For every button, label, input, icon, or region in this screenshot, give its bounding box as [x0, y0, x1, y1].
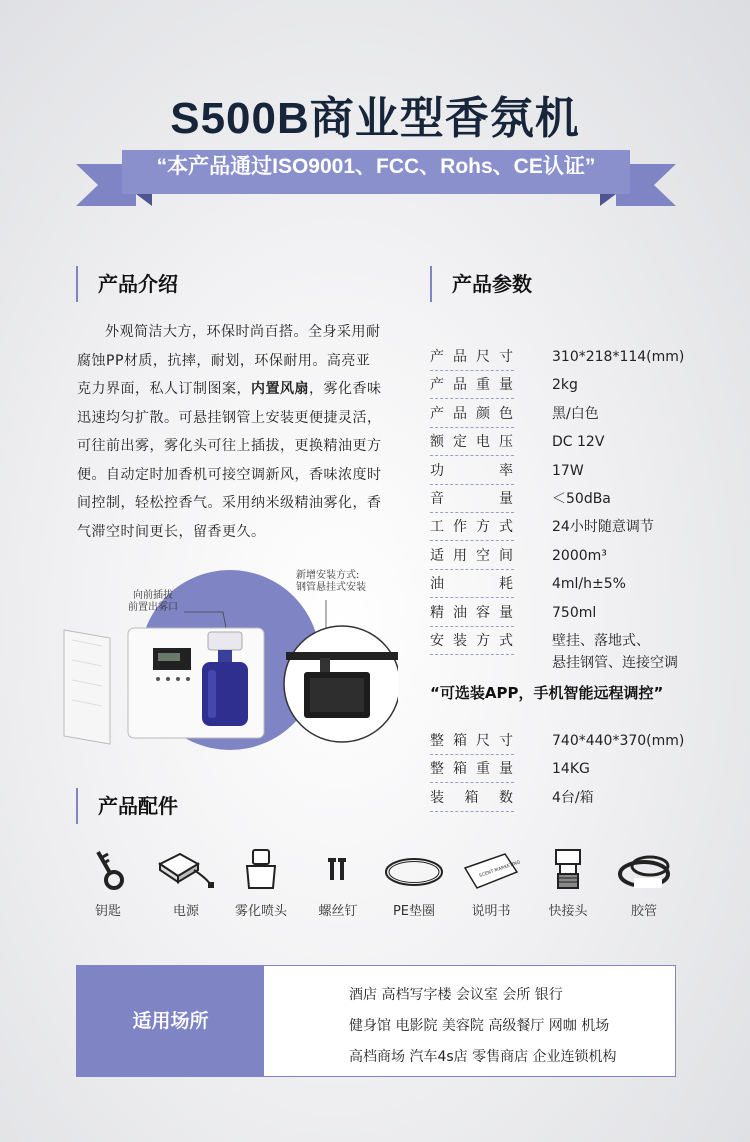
param-value: 黑/白色	[552, 405, 599, 422]
param-value-line1: 壁挂、落地式、	[552, 632, 650, 649]
hose-icon	[614, 848, 674, 892]
accessory-item	[528, 848, 608, 919]
param-key: 精油容量	[430, 600, 514, 627]
accessory-item	[374, 848, 454, 919]
accessory-item	[451, 848, 531, 919]
param-key: 整箱重量	[430, 756, 514, 783]
callout-hang-desc: 钢管悬挂式安装	[296, 582, 366, 593]
accessory-label: 钥匙	[94, 904, 121, 919]
param-key: 工作方式	[430, 514, 514, 541]
param-key: 适用空间	[430, 543, 514, 570]
venue-line: 健身馆 电影院 美容院 高级餐厅 网咖 机场	[349, 1018, 610, 1034]
accessory-item	[146, 848, 226, 919]
param-row	[430, 486, 710, 514]
power-adapter-icon	[154, 848, 218, 892]
param-row	[430, 372, 710, 400]
param-value: 2000m³	[552, 547, 607, 564]
param-value: 2kg	[552, 377, 578, 394]
param-key: 安装方式	[430, 628, 514, 655]
accessory-label: 雾化喷头	[234, 904, 287, 919]
param-value: 750ml	[552, 604, 597, 621]
param-value: DC 12V	[552, 434, 605, 451]
param-row	[430, 401, 710, 429]
accessory-label: 电源	[172, 904, 199, 919]
key-icon	[83, 848, 133, 892]
param-row	[430, 344, 710, 372]
intro-highlight: 内置风扇	[251, 381, 309, 397]
section-accessories-heading: 产品配件	[76, 788, 178, 824]
params-table	[430, 344, 710, 676]
product-figure	[58, 560, 398, 770]
param-value: 4台/箱	[552, 789, 594, 806]
param-key: 整箱尺寸	[430, 728, 514, 755]
manual-icon	[461, 848, 521, 892]
certification-ribbon	[76, 140, 676, 212]
param-row	[430, 756, 710, 784]
packing-table	[430, 728, 710, 813]
accessory-label: 快接头	[548, 904, 588, 919]
manual-card-text: SCENT MARKETING	[478, 860, 521, 879]
screw-icon	[318, 848, 358, 892]
accessory-item	[68, 848, 148, 919]
param-key: 音量	[430, 486, 514, 513]
venue-list	[349, 980, 617, 1073]
accessory-label: PE垫圈	[392, 904, 436, 919]
param-key: 产品重量	[430, 372, 514, 399]
venue-box	[76, 965, 676, 1077]
intro-paragraph	[77, 318, 382, 546]
accessory-item	[221, 848, 301, 919]
accessory-item	[604, 848, 684, 919]
param-value: 310*218*114(mm)	[552, 349, 685, 365]
section-intro-heading: 产品介绍	[76, 266, 178, 302]
param-row	[430, 458, 710, 486]
quick-connector-icon	[548, 848, 588, 892]
param-key: 产品颜色	[430, 401, 514, 428]
section-params-heading: 产品参数	[430, 266, 532, 302]
param-row	[430, 514, 710, 542]
venue-line: 酒店 高档写字楼 会议室 会所 银行	[349, 987, 563, 1003]
param-row	[430, 600, 710, 628]
param-key: 油耗	[430, 571, 514, 598]
nozzle-icon	[241, 848, 281, 892]
param-row	[430, 571, 710, 599]
param-value: ＜50dBa	[552, 490, 611, 507]
accessory-label: 螺丝钉	[318, 904, 358, 919]
param-key: 功率	[430, 458, 514, 485]
param-row	[430, 728, 710, 756]
intro-text-2: ，雾化香味迅速均匀扩散。可悬挂钢管上安装更便捷灵活，可往前出雾，雾化头可往上插拔，更换精油更方便。自动定时加香机可接空调新风，香味浓度时间控制，轻松控香气。采用纳米级精油雾化，香气滞空时间更长，留香更久。	[77, 381, 382, 540]
certification-text: “本产品通过ISO9001、FCC、Rohs、CE认证”	[156, 155, 596, 178]
param-key: 装箱数	[430, 785, 514, 812]
param-row	[430, 628, 710, 676]
accessories-row	[76, 848, 696, 938]
param-row	[430, 429, 710, 457]
app-option-note: “可选装APP，手机智能远程调控”	[430, 684, 664, 702]
param-value	[552, 628, 678, 674]
param-value: 24小时随意调节	[552, 519, 654, 536]
page-title: S500B商业型香氛机	[170, 94, 580, 143]
accessory-label: 胶管	[630, 904, 657, 919]
venue-label: 适用场所	[77, 966, 264, 1076]
param-value: 4ml/h±5%	[552, 576, 626, 593]
param-row	[430, 785, 710, 813]
param-value-line2: 悬挂钢管、连接空调	[552, 654, 678, 671]
param-row	[430, 543, 710, 571]
gasket-icon	[382, 848, 446, 892]
callout-front-outlet: 向前插拔 前置出雾口	[128, 590, 178, 613]
param-key: 额定电压	[430, 429, 514, 456]
callout-hang-title: 新增安装方式:	[296, 570, 360, 581]
accessory-label: 说明书	[471, 904, 511, 919]
param-value: 17W	[552, 462, 584, 479]
param-value: 740*440*370(mm)	[552, 733, 685, 749]
accessory-item	[298, 848, 378, 919]
venue-line: 高档商场 汽车4s店 零售商店 企业连锁机构	[349, 1049, 617, 1065]
param-key: 产品尺寸	[430, 344, 514, 371]
param-value: 14KG	[552, 761, 590, 778]
intro-text-1: 外观简洁大方，环保时尚百搭。全身采用耐腐蚀PP材质，抗摔，耐划，环保耐用。高亮亚克力界面，私人订制图案，	[77, 324, 381, 397]
